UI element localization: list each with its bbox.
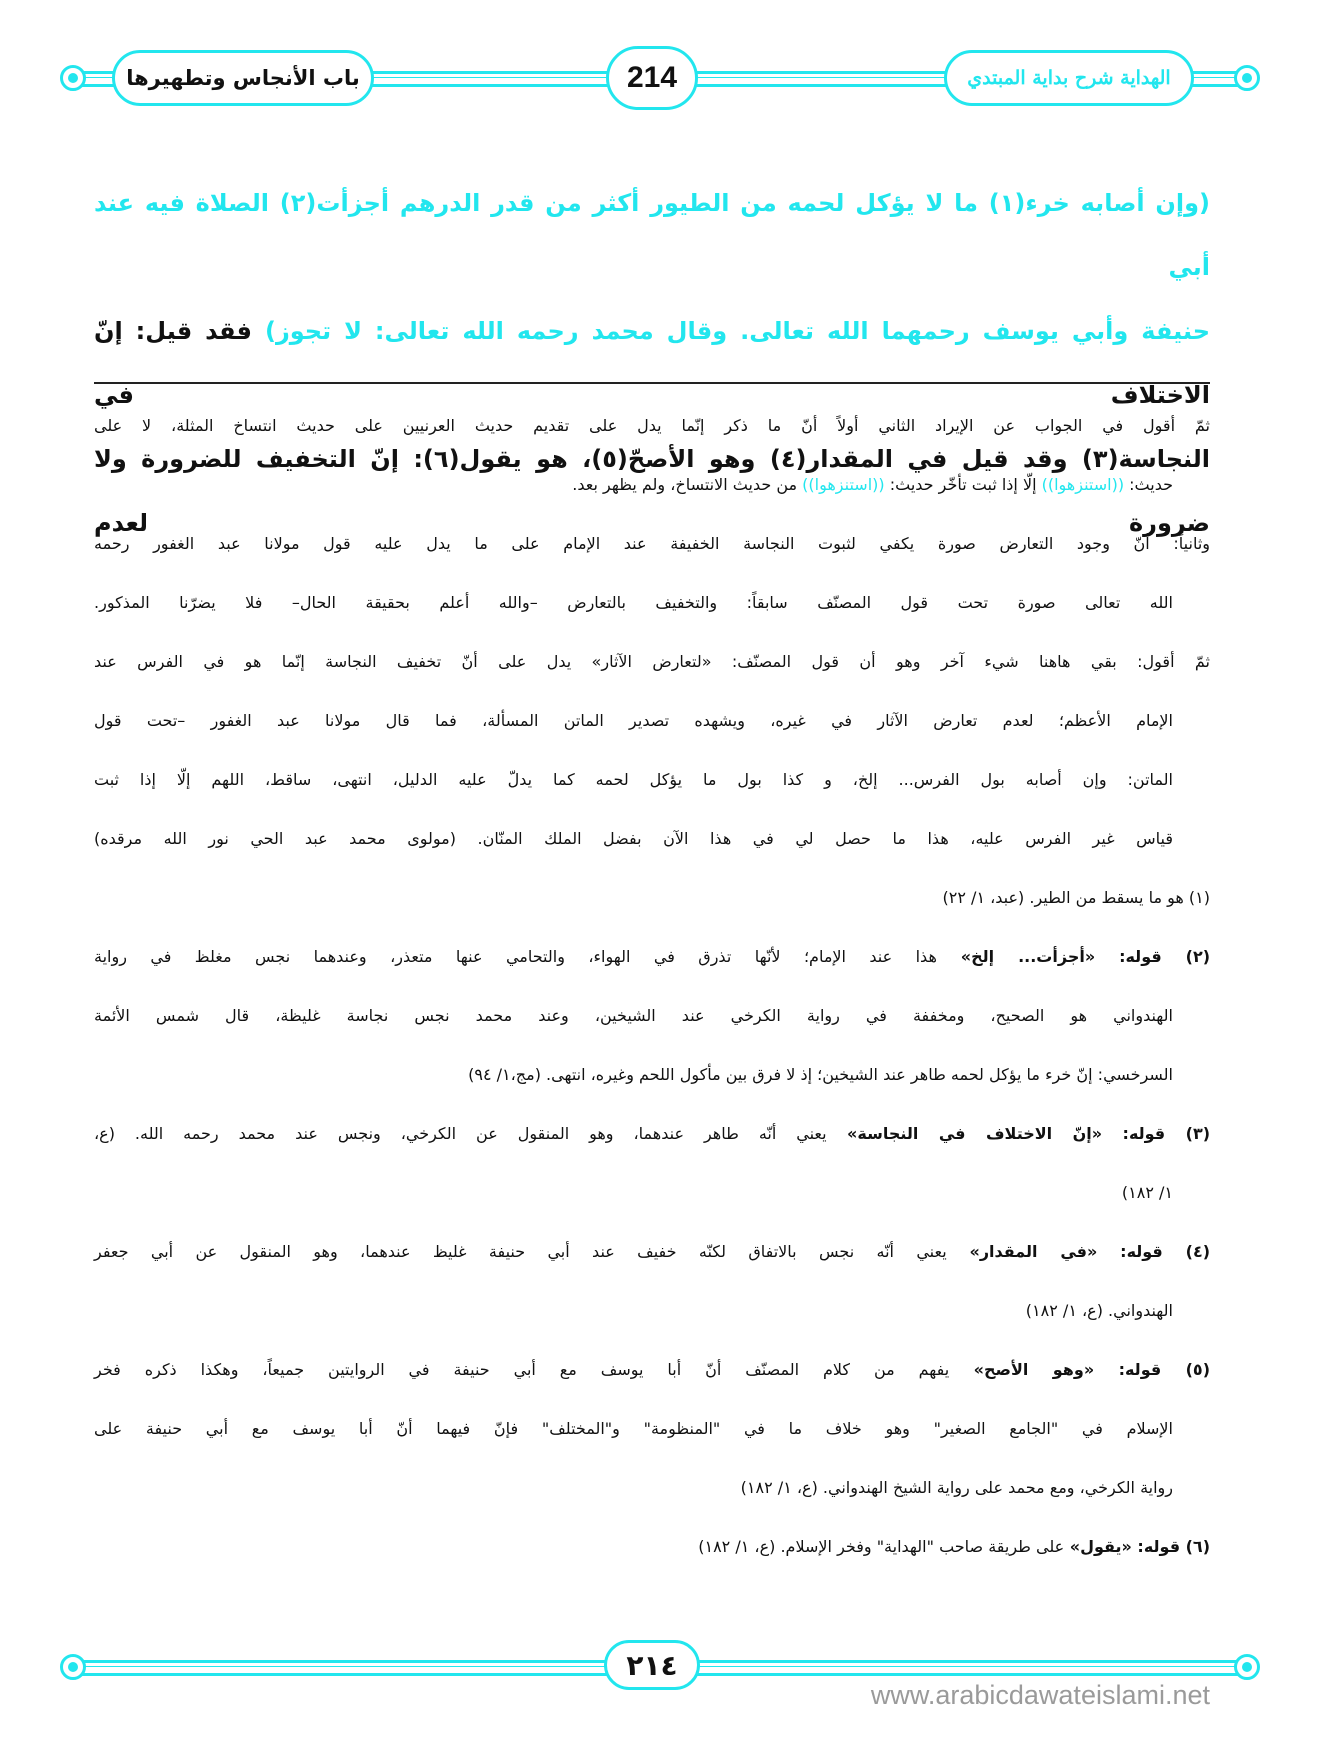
commentary-line [94, 632, 1210, 691]
text-segment: ثمّ أقول: بقي هاهنا شيء آخر وهو أن قول المصنّف: «لتعارض الآثار» يدل على أنّ تخفيف النجاسة إنّما هو في الفرس عند [94, 652, 1210, 671]
footnote-line [94, 1458, 1210, 1517]
text-segment: الهندواني هو الصحيح، ومخففة في رواية الكرخي عند الشيخين، وعند محمد نجس نجاسة غليظة، قال شمس الأئمة [94, 1006, 1173, 1025]
commentary-line [94, 396, 1210, 455]
text-segment: قياس غير الفرس عليه، هذا ما حصل لي في هذا الآن بفضل الملك المنّان. (مولوى محمد عبد الحي نور الله مرقده) [94, 829, 1173, 848]
footnote-lemma: (٢) قوله: «أجزأت... إلخ» [936, 947, 1211, 966]
highlighted-text: ((استنزهوا)) [802, 475, 885, 494]
text-segment: الإسلام في "الجامع الصغير" وهو خلاف ما في "المنظومة" و"المختلف" فإنّ فيهما أنّ أبا يوسف مع أبي حنيفة على [94, 1419, 1173, 1438]
page-number-cartouche [606, 46, 698, 110]
highlighted-text: حنيفة وأبي يوسف رحمهما الله تعالى. وقال محمد رحمه الله تعالى: لا تجوز) [252, 317, 1210, 345]
text-segment: يعني أنّه طاهر عندهما، وهو المنقول عن الكرخي، ونجس عند محمد رحمه الله. (ع، [94, 1124, 827, 1143]
text-segment: رواية الكرخي، ومع محمد على رواية الشيخ الهندواني. (ع، ١/ ١٨٢) [740, 1478, 1173, 1497]
footer-page-number: ٢١٤ [626, 1648, 678, 1682]
text-segment: الإمام الأعظم؛ لعدم تعارض الآثار في غيره، ويشهده تصدير الماتن المسألة، فما قال مولانا عبد الغفور –تحت قول [94, 711, 1173, 730]
text-segment: الله تعالى صورة تحت قول المصنّف سابقاً: والتخفيف بالتعارض –والله أعلم بحقيقة الحال– فلا يضرّنا المذكور. [94, 593, 1173, 612]
text-segment: (١) هو ما يسقط من الطير. (عبد، ١/ ٢٢) [942, 888, 1210, 907]
commentary-line [94, 750, 1210, 809]
footnote-line [94, 1399, 1210, 1458]
text-segment: ١/ ١٨٢) [1121, 1183, 1173, 1202]
footnote-line [94, 1517, 1210, 1576]
footnote-line [94, 868, 1210, 927]
commentary-line [94, 455, 1210, 514]
footnote-line [94, 1340, 1210, 1399]
commentary-line [94, 691, 1210, 750]
footnote-lemma: (٥) قوله: «وهو الأصح» [949, 1360, 1210, 1379]
footnote-line [94, 927, 1210, 986]
footnote-lemma: (٦) قوله: «يقول» [1064, 1537, 1210, 1556]
text-segment: إلّا إذا ثبت تأخّر حديث: [884, 475, 1042, 494]
footnote-line [94, 1045, 1210, 1104]
text-segment: حديث: [1124, 475, 1173, 494]
book-title-cartouche [944, 50, 1194, 106]
text-segment: وثانياً: أنّ وجود التعارض صورة يكفي لثبوت النجاسة الخفيفة عند الإمام على ما يدل عليه قول مولانا عبد الغفور رحمه [94, 534, 1210, 553]
ornament-end-right [1234, 1654, 1260, 1680]
ornament-end-left [60, 65, 86, 91]
highlighted-text: ((استنزهوا)) [1041, 475, 1125, 494]
footer-page-cartouche [604, 1640, 700, 1690]
highlighted-text: (وإن أصابه خرء(١) ما لا يؤكل لحمه من الطيور أكثر من قدر الدرهم أجزأت(٢) الصلاة فيه عند أبي [94, 189, 1210, 281]
chapter-title-cartouche [112, 50, 374, 106]
main-text-line [94, 171, 1210, 299]
footnote-line [94, 1163, 1210, 1222]
commentary-line [94, 573, 1210, 632]
book-title: الهداية شرح بداية المبتدي [967, 67, 1171, 89]
footnote-line [94, 1281, 1210, 1340]
text-segment: على طريقة صاحب "الهداية" وفخر الإسلام. (ع، ١/ ١٨٢) [698, 1537, 1065, 1556]
text-segment: السرخسي: إنّ خرء ما يؤكل لحمه طاهر عند الشيخين؛ إذ لا فرق بين مأكول اللحم وغيره، انتهى. (مج،١/ ٩٤) [468, 1065, 1173, 1084]
text-segment: النجاسة(٣) وقد قيل في المقدار(٤) وهو الأصحّ(٥)، هو يقول(٦): إنّ التخفيف للضرورة ولا ضرورة لعدم [94, 445, 1211, 537]
commentary [94, 396, 1210, 868]
footnotes [94, 868, 1210, 1576]
ornament-end-right [1234, 65, 1260, 91]
text-segment: هذا عند الإمام؛ لأنّها تذرق في الهواء، والتحامي عنها متعذر، وعندهما نجس مغلظ في رواية [94, 947, 937, 966]
footnote-line [94, 1104, 1210, 1163]
ornament-end-left [60, 1654, 86, 1680]
text-segment: الماتن: وإن أصابه بول الفرس... إلخ، و كذا بول ما يؤكل لحمه كما يدلّ عليه الدليل، انتهى، ساقط، اللهم إلّا إذا ثبت [94, 770, 1173, 789]
text-segment: فقد قيل: إنّ الاختلاف في [94, 317, 1210, 409]
footnote-lemma: (٣) قوله: «إنّ الاختلاف في النجاسة» [826, 1124, 1211, 1143]
text-segment: ثمّ أقول في الجواب عن الإيراد الثاني أولاً أنّ ما ذكر إنّما يدل على تقديم حديث العرنيين على حديث انتساخ المثلة، لا على [94, 416, 1210, 435]
page-number: 214 [626, 61, 678, 94]
footnote-separator [94, 382, 1210, 384]
chapter-title: باب الأنجاس وتطهيرها [126, 66, 360, 90]
text-segment: من حديث الانتساخ، ولم يظهر بعد. [572, 475, 803, 494]
text-segment: يفهم من كلام المصنّف أنّ أبا يوسف مع أبي حنيفة في الروايتين جميعاً، وهكذا ذكره فخر [94, 1360, 950, 1379]
commentary-line [94, 514, 1210, 573]
footnote-lemma: (٤) قوله: «في المقدار» [946, 1242, 1211, 1261]
commentary-line [94, 809, 1210, 868]
footnote-line [94, 1222, 1210, 1281]
footnote-line [94, 986, 1210, 1045]
website-link[interactable]: www.arabicdawateislami.net [870, 1680, 1210, 1710]
text-segment: يعني أنّه نجس بالاتفاق لكنّه خفيف عند أبي حنيفة غليظ عندهما، وهو المنقول عن أبي جعفر [94, 1242, 947, 1261]
commentary-and-footnotes [94, 396, 1210, 1576]
text-segment: الهندواني. (ع، ١/ ١٨٢) [1025, 1301, 1173, 1320]
